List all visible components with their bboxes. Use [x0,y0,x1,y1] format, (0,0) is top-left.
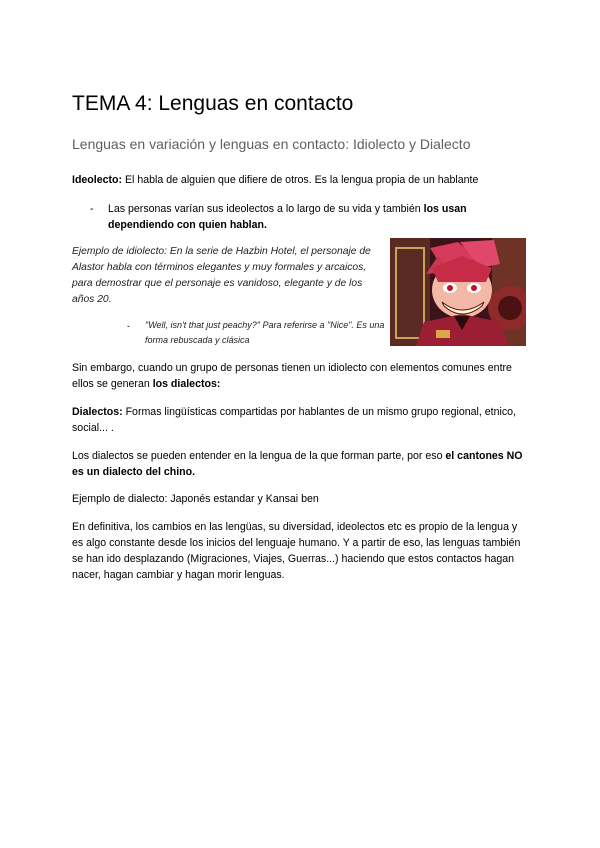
bullet-marker: - [90,203,94,215]
bullet-bold: los usan dependiendo con quien hablan. [108,203,467,231]
quote-marker: - [127,321,130,331]
sin-embargo-text: Sin embargo, cuando un grupo de personas tienen un idiolecto con elementos comunes entre ellos se generan [72,362,512,390]
dialectos-def: Formas lingüísticas compartidas por hablantes de un mismo grupo regional, etnico, social... . [72,406,516,434]
dialectos-definition [72,404,528,436]
alastor-image [390,238,526,346]
entender-bold: el cantones NO es un dialecto del chino. [72,450,523,478]
ejemplo-dialecto: Ejemplo de dialecto: Japonés estandar y Kansai ben [72,493,319,505]
idiolecto-example: Ejemplo de idiolecto: En la serie de Hazbin Hotel, el personaje de Alastor habla con términos elegantes y muy formales y arcaicos, para demostrar que el personaje es vanidoso, elegante y de los años 20. [72,246,371,305]
idiolecto-definition [72,172,528,188]
alastor-illustration [390,238,526,346]
alastor-quote: "Well, isn't that just peachy?" Para referirse a "Nice". Es una forma rebuscada y clásica [145,320,385,345]
idiolecto-def: El habla de alguien que difiere de otros. Es la lengua propia de un hablante [122,174,479,186]
dialectos-term: Dialectos: [72,406,123,418]
para-entender [72,448,528,480]
sin-embargo-bold: los dialectos: [152,378,221,390]
document-subtitle: Lenguas en variación y lenguas en contacto: Idiolecto y Dialecto [72,136,471,152]
document-title: TEMA 4: Lenguas en contacto [72,92,354,115]
para-sin-embargo [72,360,528,392]
bullet-idiolecto-change [108,201,508,233]
entender-text: Los dialectos se pueden entender en la lengua de la que forman parte, por eso [72,450,446,462]
conclusion-paragraph: En definitiva, los cambios en las lengüas, su diversidad, ideolectos etc es propio de la lengua y es algo constante desde los inicios del lenguaje humano. Y a partir de eso, las lenguas también se han ido desplazando (Migraciones, Viajes, Guerras...) haciendo que estos contactos hagan nacer, hagan cambiar y hagan morir lenguas. [72,521,521,581]
idiolecto-term: Ideolecto: [72,174,123,186]
bullet-text: Las personas varían sus ideolectos a lo largo de su vida y también [108,203,424,215]
